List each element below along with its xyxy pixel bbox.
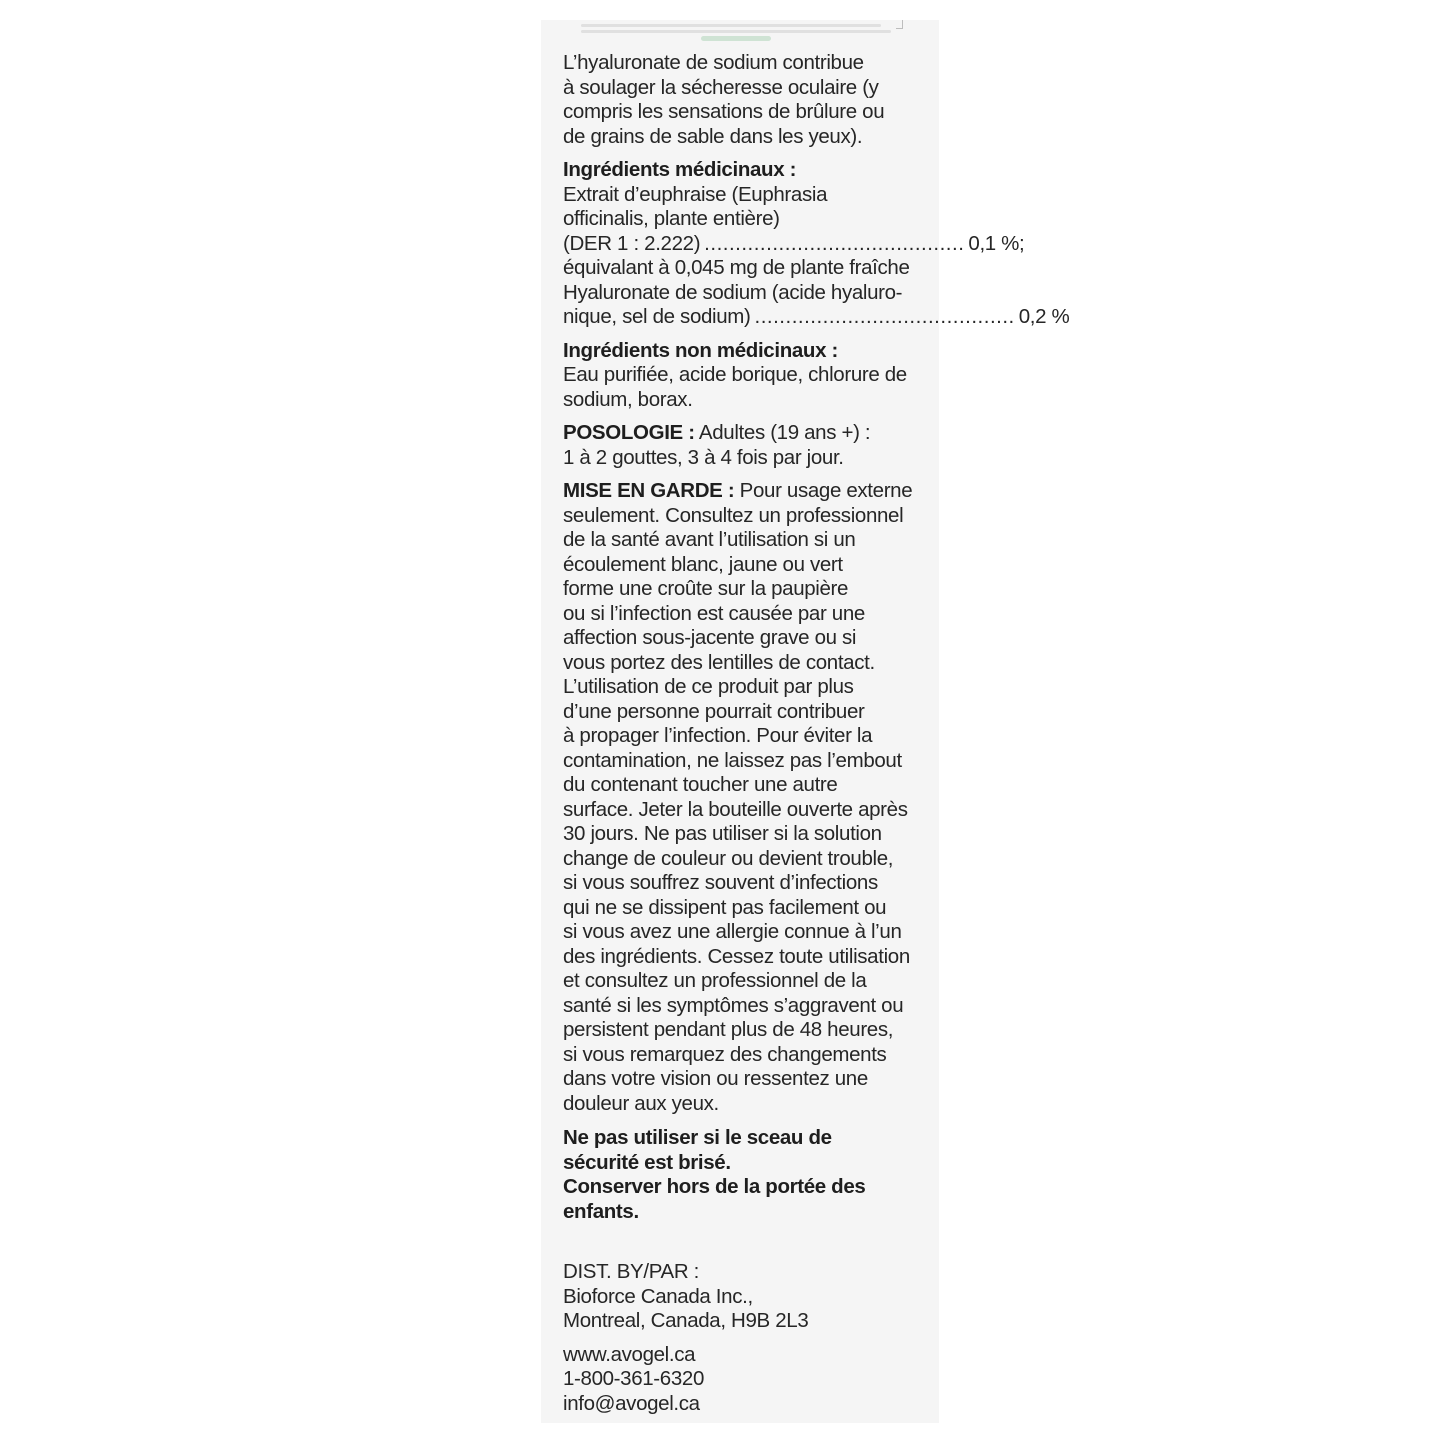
warning-line: forme une croûte sur la paupière [563,577,849,600]
warning-line: persistent pendant plus de 48 heures, [563,1018,894,1041]
warning-line: si vous souffrez souvent d’infections [563,871,878,894]
der-row [563,231,1025,257]
safety-line: Ne pas utiliser si le sceau de [563,1126,832,1149]
posology [563,421,923,470]
label-panel [541,20,1070,1423]
sodium-row [563,305,1070,330]
cropped-text-line [581,30,891,33]
cropped-top-label-edge [541,20,939,48]
distributor-info [563,1260,923,1334]
medicinal-line: Extrait d’euphraise (Euphrasia [563,182,828,206]
warning-text: Pour usage externe [734,479,913,502]
warning-line: et consultez un professionnel de la [563,969,867,992]
posology-line [563,421,923,446]
posology-label: POSOLOGIE : [563,421,695,444]
non-medicinal-line: Eau purifiée, acide borique, chlorure de [563,363,907,386]
warning [563,479,923,1116]
non-medicinal-ingredients [563,339,923,413]
cropped-green-accent [701,36,771,41]
warning-line: qui ne se dissipent pas facilement ou [563,895,887,919]
medicinal-line: équivalant à 0,045 mg de plante fraîche [563,256,910,279]
warning-label: MISE EN GARDE : [563,479,735,502]
phone: 1-800-361-6320 [563,1367,704,1390]
cropped-text-line [581,24,881,27]
safety-line: sécurité est brisé. [563,1150,731,1174]
warning-line [563,479,923,504]
dot-leader: .......................................... [754,305,1015,328]
contact-info [563,1343,923,1417]
warning-line: affection sous-jacente grave ou si [563,626,857,649]
warning-line: seulement. Consultez un professionnel [563,503,904,527]
warning-line: ou si l’infection est causée par une [563,601,865,625]
sodium-label: nique, sel de sodium) [563,305,751,328]
warning-line: 30 jours. Ne pas utiliser si la solution [563,822,882,845]
warning-line: douleur aux yeux. [563,1091,719,1115]
warning-line: d’une personne pourrait contribuer [563,699,865,723]
non-medicinal-line: sodium, borax. [563,387,693,411]
warning-line: contamination, ne laissez pas l’embout [563,748,902,772]
medicinal-ingredients [563,158,1070,330]
warning-line: si vous avez une allergie connue à l’un [563,920,902,943]
medicinal-heading: Ingrédients médicinaux : [563,158,797,181]
dot-leader: .......................................... [704,231,965,255]
warning-line: écoulement blanc, jaune ou vert [563,552,843,576]
warning-line: de la santé avant l’utilisation si un [563,528,856,551]
distributor-line: DIST. BY/PAR : [563,1260,699,1283]
warning-line: change de couleur ou devient trouble, [563,846,894,870]
safety-line: enfants. [563,1199,639,1223]
non-medicinal-heading: Ingrédients non médicinaux : [563,338,838,362]
der-value: 0,1 %; [968,231,1025,255]
intro-paragraph [563,51,923,149]
label-text [563,51,1070,1416]
warning-line: si vous remarquez des changements [563,1042,887,1066]
warning-line: dans votre vision ou ressentez une [563,1067,868,1090]
warning-line: des ingrédients. Cessez toute utilisation [563,944,910,968]
intro-line: L’hyaluronate de sodium contribue [563,51,864,74]
warning-line: santé si les symptômes s’aggravent ou [563,993,904,1017]
intro-line: à soulager la sécheresse oculaire (y [563,75,879,99]
website: www.avogel.ca [563,1342,696,1366]
posology-line: 1 à 2 gouttes, 3 à 4 fois par jour. [563,445,844,469]
medicinal-line: Hyaluronate de sodium (acide hyaluro- [563,280,903,304]
sodium-value: 0,2 % [1018,305,1070,328]
warning-line: à propager l’infection. Pour éviter la [563,724,873,747]
intro-line: de grains de sable dans les yeux). [563,124,863,148]
warning-line: vous portez des lentilles de contact. [563,650,875,674]
warning-line: du contenant toucher une autre [563,773,838,796]
safety-notice [563,1126,923,1224]
distributor-line: Bioforce Canada Inc., [563,1284,753,1308]
posology-text: Adultes (19 ans +) : [694,421,871,444]
der-label: (DER 1 : 2.222) [563,231,701,255]
medicinal-line: officinalis, plante entière) [563,207,780,230]
safety-line: Conserver hors de la portée des [563,1175,866,1198]
intro-line: compris les sensations de brûlure ou [563,100,885,123]
warning-line: surface. Jeter la bouteille ouverte après [563,797,908,821]
fold-mark [896,20,903,29]
warning-line: L’utilisation de ce produit par plus [563,675,854,698]
distributor-line: Montreal, Canada, H9B 2L3 [563,1309,809,1332]
email: info@avogel.ca [563,1391,700,1415]
